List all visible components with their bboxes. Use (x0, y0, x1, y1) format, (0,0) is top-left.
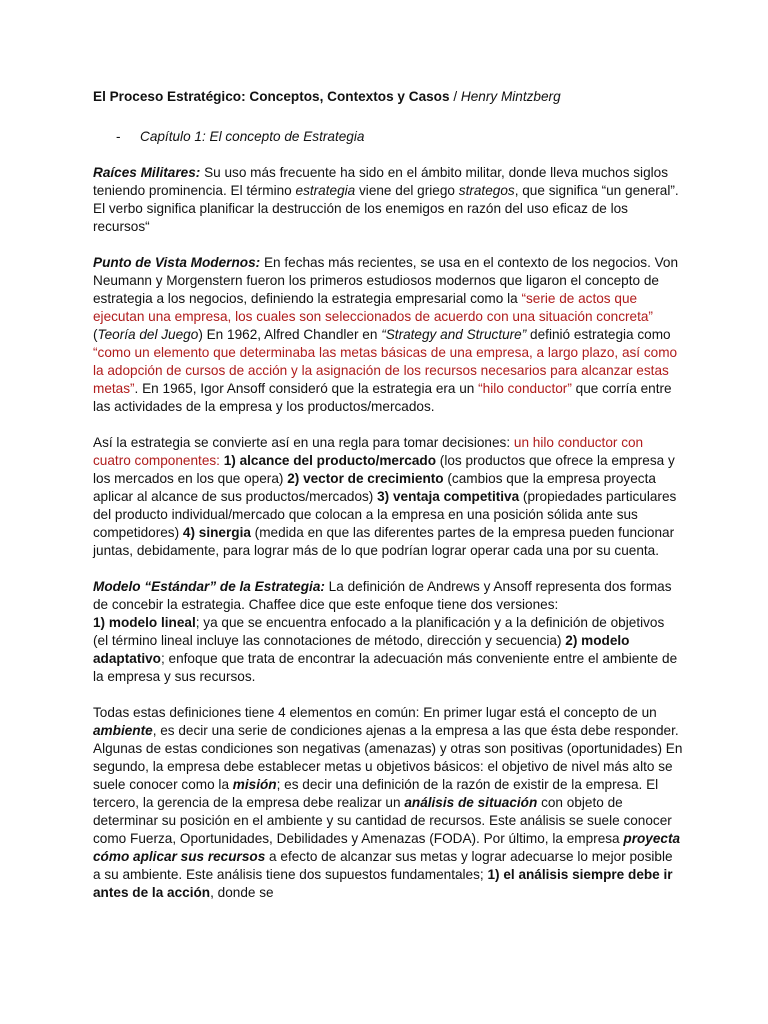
text-run: (cambios que la empresa proyecta aplicar al alcance de sus productos/mercados) (93, 471, 656, 504)
text-run: , que significa “un general”. El verbo significa planificar la destrucción de los enemigos en razón del uso eficaz de los recursos“ (93, 183, 679, 234)
quoted-definition: “hilo conductor” (478, 381, 572, 396)
paragraph-four-components (93, 434, 683, 560)
chapter-title: Capítulo 1: El concepto de Estrategia (140, 129, 365, 144)
component-label: 2) vector de crecimiento (287, 471, 444, 486)
text-run: a efecto de alcanzar sus metas y lograr adecuarse lo mejor posible a su ambiente. Este análisis tiene dos supuestos fundamentales; (93, 849, 673, 882)
italic-title: “Strategy and Structure” (381, 327, 527, 342)
text-run: ; es decir una definición de la razón de existir de la empresa. El tercero, la gerencia de la empresa debe realizar un (93, 777, 659, 810)
key-term: ambiente (93, 723, 153, 738)
document-body (93, 88, 683, 902)
paragraph-military-roots (93, 164, 683, 236)
component-label: 1) alcance del producto/mercado (223, 453, 437, 468)
paragraph-modern-view (93, 254, 683, 416)
text-run: . En 1965, Igor Ansoff consideró que la estrategia era un (134, 381, 479, 396)
key-term: misión (232, 777, 277, 792)
book-title: El Proceso Estratégico: Conceptos, Contextos y Casos (93, 89, 450, 104)
quoted-definition: “como un elemento que determinaba las metas básicas de una empresa, a largo plazo, así como la adopción de cursos de acción y la asignación de los recursos necesarios para alcanzar estas metas” (93, 345, 678, 396)
model-label: 2) modelo adaptativo (93, 633, 630, 666)
list-dash: - (116, 129, 121, 144)
italic-term: estrategia (295, 183, 356, 198)
text-run: viene del griego (355, 183, 459, 198)
text-run: (medida en que las diferentes partes de la empresa pueden funcionar juntas, debidamente, para lograr más de lo que podrían lograr operar cada una por su cuenta. (93, 525, 675, 558)
text-run: Todas estas definiciones tiene 4 elementos en común: En primer lugar está el concepto de un (93, 705, 657, 720)
author-name: Henry Mintzberg (460, 89, 561, 104)
text-run: que corría entre las actividades de la empresa y los productos/mercados. (93, 381, 672, 414)
text-run: ; enfoque que trata de encontrar la adecuación más conveniente entre el ambiente de la empresa y sus recursos. (93, 651, 678, 684)
text-run: ) En 1962, Alfred Chandler en (198, 327, 382, 342)
title-separator: / (449, 89, 461, 104)
italic-term: strategos (458, 183, 515, 198)
chapter-heading (93, 128, 683, 146)
text-run: En fechas más recientes, se usa en el contexto de los negocios. Von Neumann y Morgenstern fueron los primeros estudiosos modernos que ligaron el concepto de estrategia a los negocios, definiendo la estrategia empresarial como la (93, 255, 679, 306)
text-run: La definición de Andrews y Ansoff representa dos formas de concebir la estrategia. Chaffee dice que este enfoque tiene dos versiones: (93, 579, 672, 612)
paragraph-common-elements (93, 704, 683, 902)
text-run: (propiedades particulares del producto individual/mercado que colocan a la empresa en una posición sólida ante sus competidores) (93, 489, 677, 540)
text-run: definió estrategia como (526, 327, 671, 342)
model-label: 1) modelo lineal (93, 615, 196, 630)
text-run: , donde se (210, 885, 274, 900)
paragraph-standard-model (93, 578, 683, 686)
paragraph-heading: Punto de Vista Modernos: (93, 255, 261, 270)
text-run: , es decir una serie de condiciones ajenas a la empresa a las que ésta debe responder. Algunas de estas condiciones son negativas (amenazas) y otras son positivas (oportunidades) En segundo, la empresa debe establecer metas u objetivos básicos: el objetivo de nivel más alto se suele conocer como la (93, 723, 683, 792)
key-term: análisis de situación (404, 795, 538, 810)
component-label: 3) ventaja competitiva (377, 489, 520, 504)
key-term: proyecta cómo aplicar sus recursos (93, 831, 681, 864)
component-label: 4) sinergia (182, 525, 251, 540)
text-run: ( (93, 327, 98, 342)
text-run: Su uso más frecuente ha sido en el ámbito militar, donde lleva muchos siglos teniendo prominencia. El término (93, 165, 669, 198)
document-title (93, 88, 683, 106)
text-run: con objeto de determinar su posición en el ambiente y su cantidad de recursos. Este análisis se suele conocer como Fuerza, Oportunidades, Debilidades y Amenazas (FODA). Por último, la empresa (93, 795, 672, 846)
quoted-definition: un hilo conductor con cuatro componentes: (93, 435, 644, 468)
text-run: (los productos que ofrece la empresa y los mercados en los que opera) (93, 453, 675, 486)
italic-title: Teoría del Juego (97, 327, 199, 342)
text-run: ; ya que se encuentra enfocado a la planificación y a la definición de objetivos (el término lineal incluye las connotaciones de método, dirección y secuencia) (93, 615, 665, 648)
quoted-definition: “serie de actos que ejecutan una empresa, los cuales son seleccionados de acuerdo con una situación concreta” (93, 291, 653, 324)
paragraph-heading: Modelo “Estándar” de la Estrategia: (93, 579, 325, 594)
text-run: Así la estrategia se convierte así en una regla para tomar decisiones: (93, 435, 514, 450)
assumption-label: 1) el análisis siempre debe ir antes de la acción (93, 867, 673, 900)
paragraph-heading: Raíces Militares: (93, 165, 201, 180)
